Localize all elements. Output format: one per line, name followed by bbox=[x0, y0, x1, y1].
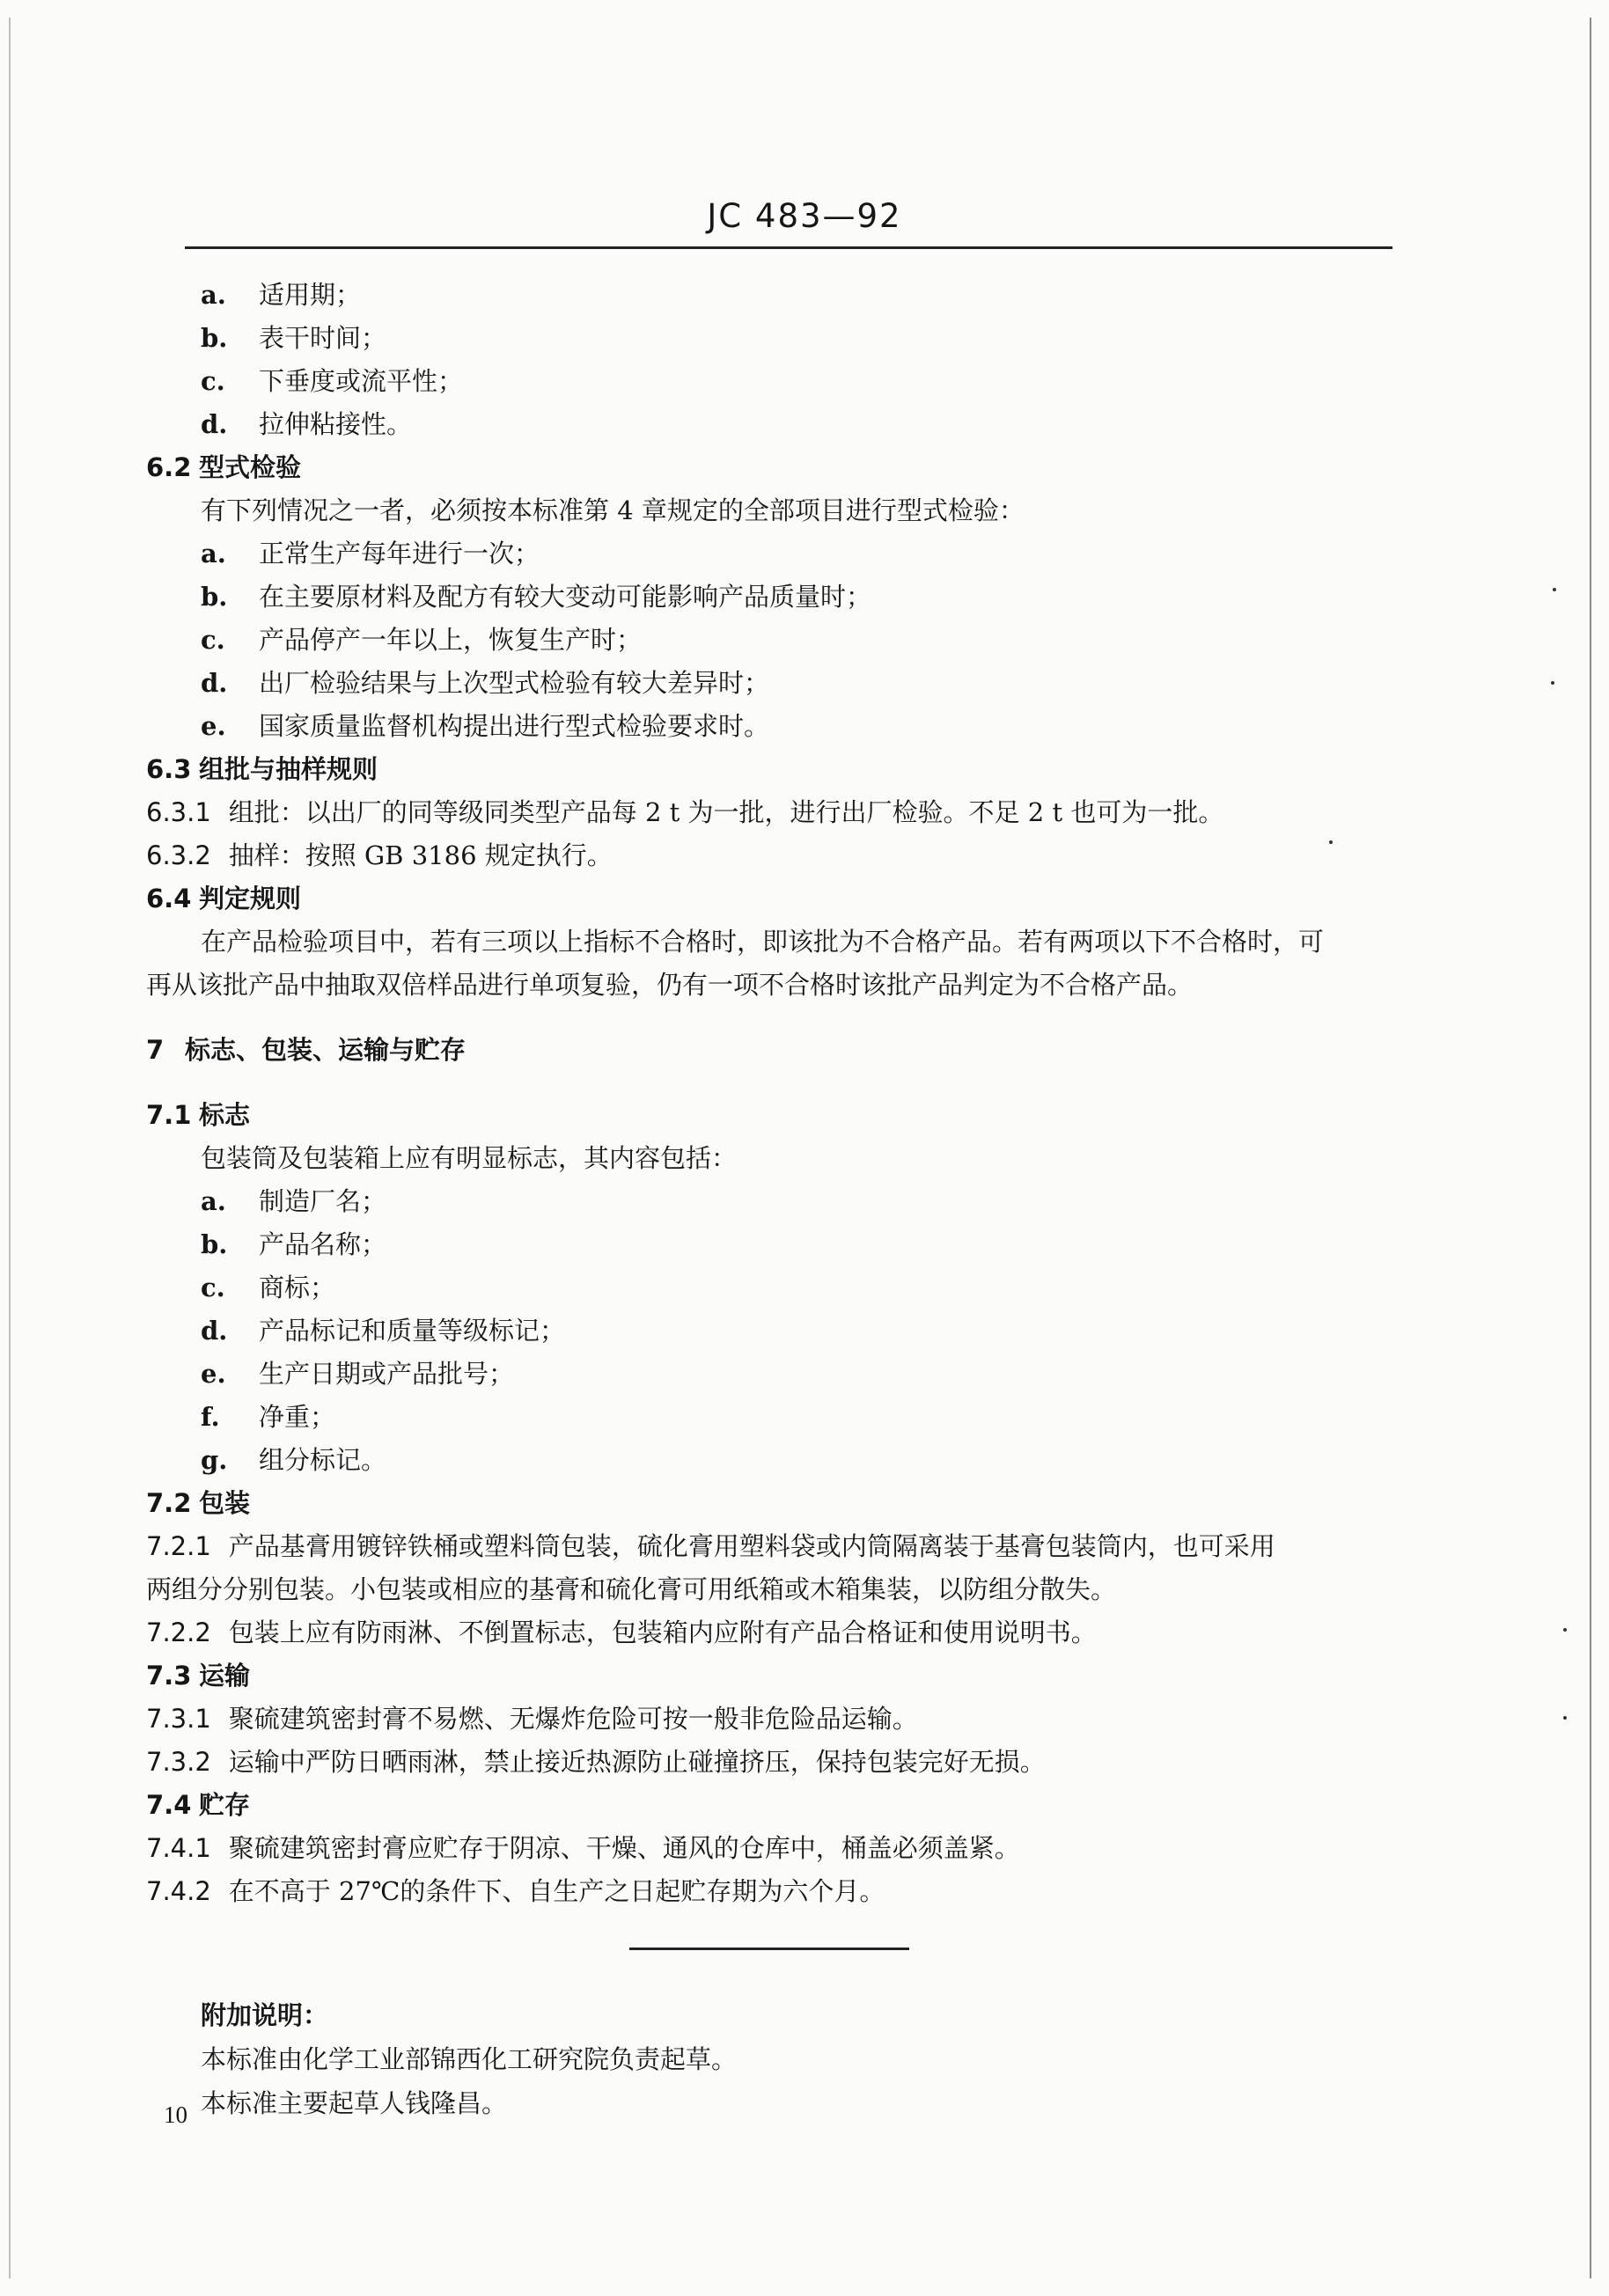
clause-line: 7.2.1 产品基膏用镀锌铁桶或塑料筒包装，硫化膏用塑料袋或内筒隔离装于基膏包装筒内，也可采用 bbox=[146, 1531, 1275, 1561]
list-item: d. 产品标记和质量等级标记； bbox=[201, 1316, 566, 1346]
clause-line: 7.3.1 聚硫建筑密封膏不易燃、无爆炸危险可按一般非危险品运输。 bbox=[146, 1704, 918, 1734]
list-item: a. 正常生产每年进行一次； bbox=[201, 539, 540, 568]
clause-line: 6.3.2 抽样：按照 GB 3186 规定执行。 bbox=[146, 840, 613, 870]
list-item: e. 国家质量监督机构提出进行型式检验要求时。 bbox=[201, 711, 770, 741]
list-item: c. 下垂度或流平性； bbox=[201, 366, 464, 396]
standard-number-header: JC 483—92 bbox=[707, 197, 902, 235]
section-heading: 6.4 判定规则 bbox=[146, 884, 302, 913]
section-heading: 6.2 型式检验 bbox=[146, 452, 302, 482]
section-heading: 7.2 包装 bbox=[146, 1488, 251, 1518]
note-line: 本标准由化学工业部锦西化工研究院负责起草。 bbox=[201, 2044, 738, 2074]
list-item: d. 拉伸粘接性。 bbox=[201, 409, 413, 439]
list-item: b. 在主要原材料及配方有较大变动可能影响产品质量时； bbox=[201, 582, 872, 612]
header-rule bbox=[185, 246, 1392, 249]
clause-line: 7.3.2 运输中严防日晒雨淋，禁止接近热源防止碰撞挤压，保持包装完好无损。 bbox=[146, 1747, 1046, 1777]
scan-speck bbox=[1553, 588, 1556, 591]
section-heading: 6.3 组批与抽样规则 bbox=[146, 754, 378, 784]
list-item: a. 制造厂名； bbox=[201, 1186, 387, 1216]
clause-line: 7.4.1 聚硫建筑密封膏应贮存于阴凉、干燥、通风的仓库中，桶盖必须盖紧。 bbox=[146, 1833, 1020, 1863]
section-heading: 7.1 标志 bbox=[146, 1100, 251, 1130]
note-line: 本标准主要起草人钱隆昌。 bbox=[201, 2088, 508, 2118]
scan-edge-left bbox=[9, 18, 11, 2278]
section-heading: 7.4 贮存 bbox=[146, 1790, 251, 1820]
paragraph-line: 包装筒及包装箱上应有明显标志，其内容包括： bbox=[201, 1143, 738, 1173]
note-title: 附加说明： bbox=[201, 2000, 329, 2030]
clause-line: 7.4.2 在不高于 27℃的条件下、自生产之日起贮存期为六个月。 bbox=[146, 1876, 885, 1906]
list-item: g. 组分标记。 bbox=[201, 1445, 387, 1475]
chapter-heading: 7 标志、包装、运输与贮存 bbox=[146, 1035, 467, 1065]
end-rule bbox=[629, 1948, 909, 1950]
paragraph-line: 在产品检验项目中，若有三项以上指标不合格时，即该批为不合格产品。若有两项以下不合格时，可 bbox=[201, 927, 1325, 957]
list-item: c. 商标； bbox=[201, 1273, 336, 1302]
list-item: b. 产品名称； bbox=[201, 1229, 387, 1259]
scan-speck bbox=[1563, 1628, 1567, 1632]
section-heading: 7.3 运输 bbox=[146, 1661, 251, 1691]
list-item: f. 净重； bbox=[201, 1402, 336, 1432]
paragraph-line: 两组分分别包装。小包装或相应的基膏和硫化膏可用纸箱或木箱集装，以防组分散失。 bbox=[146, 1574, 1117, 1604]
list-item: d. 出厂检验结果与上次型式检验有较大差异时； bbox=[201, 668, 770, 698]
list-item: c. 产品停产一年以上，恢复生产时； bbox=[201, 625, 643, 655]
paragraph-line: 再从该批产品中抽取双倍样品进行单项复验，仍有一项不合格时该批产品判定为不合格产品。 bbox=[146, 970, 1194, 1000]
scan-speck bbox=[1329, 840, 1333, 844]
clause-line: 7.2.2 包装上应有防雨淋、不倒置标志，包装箱内应附有产品合格证和使用说明书。 bbox=[146, 1617, 1097, 1647]
list-item: a. 适用期； bbox=[201, 280, 362, 310]
scan-edge-right bbox=[1590, 18, 1591, 2278]
scan-speck bbox=[1551, 681, 1554, 685]
paragraph-line: 有下列情况之一者，必须按本标准第 4 章规定的全部项目进行型式检验： bbox=[201, 495, 1025, 525]
list-item: e. 生产日期或产品批号； bbox=[201, 1359, 515, 1389]
scan-speck bbox=[1563, 1716, 1567, 1720]
page-number: 10 bbox=[164, 2102, 187, 2128]
list-item: b. 表干时间； bbox=[201, 323, 387, 353]
clause-line: 6.3.1 组批：以出厂的同等级同类型产品每 2 t 为一批，进行出厂检验。不足 2 t 也可为一批。 bbox=[146, 797, 1224, 827]
